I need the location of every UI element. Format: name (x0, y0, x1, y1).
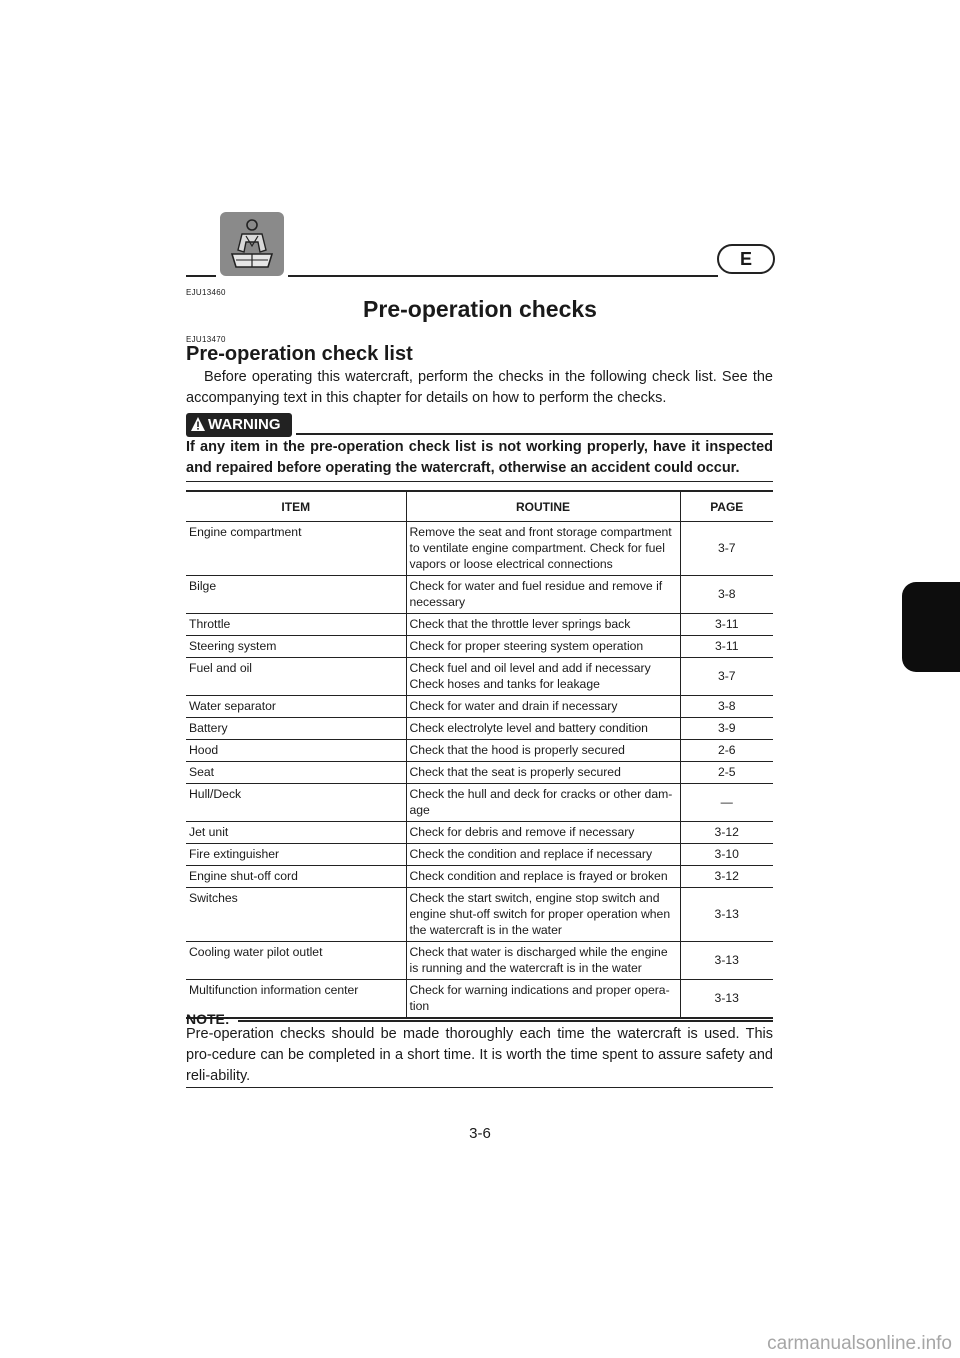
cell-routine: Check electrolyte level and battery condition (406, 718, 680, 740)
cell-routine: Check for debris and remove if necessary (406, 822, 680, 844)
watermark: carmanualsonline.info (767, 1333, 952, 1354)
intro-paragraph: Before operating this watercraft, perform the checks in the following check list. See the accompanying text in this chapter for details on how to perform the checks. (186, 369, 773, 406)
chapter-thumb-tab (902, 582, 960, 672)
cell-item: Battery (186, 718, 406, 740)
table-row (186, 576, 773, 614)
rider-on-watercraft-icon (220, 212, 284, 276)
header-rule-left (186, 275, 216, 277)
cell-page: 3-11 (680, 614, 773, 636)
pre-operation-check-table (186, 490, 773, 1019)
cell-routine: Check for water and drain if necessary (406, 696, 680, 718)
cell-routine: Check the condition and replace if necessary (406, 844, 680, 866)
table-row (186, 718, 773, 740)
table-row (186, 822, 773, 844)
cell-item: Fuel and oil (186, 658, 406, 696)
warning-rule-bottom (186, 481, 773, 482)
table-row (186, 762, 773, 784)
cell-page: 3-9 (680, 718, 773, 740)
cell-item: Seat (186, 762, 406, 784)
cell-page: 3-13 (680, 888, 773, 942)
language-badge: E (717, 244, 775, 274)
cell-item: Water separator (186, 696, 406, 718)
warning-triangle-icon (190, 416, 206, 432)
cell-page: 3-8 (680, 576, 773, 614)
warning-label: WARNING (208, 416, 281, 433)
table-row (186, 888, 773, 942)
note-rule-bottom (186, 1087, 773, 1088)
table-row (186, 844, 773, 866)
cell-routine: Check the hull and deck for cracks or other dam-age (406, 784, 680, 822)
note-text: Pre-operation checks should be made thoroughly each time the watercraft is used. This pro-cedure can be completed in a short time. It is worth the time spent to assure safety and reli-ability. (186, 1026, 773, 1084)
cell-page: 3-7 (680, 522, 773, 576)
table-row (186, 784, 773, 822)
table-row (186, 522, 773, 576)
cell-item: Engine shut-off cord (186, 866, 406, 888)
cell-routine: Check that the seat is properly secured (406, 762, 680, 784)
cell-item: Throttle (186, 614, 406, 636)
cell-page: 3-13 (680, 980, 773, 1019)
cell-routine: Check that the throttle lever springs back (406, 614, 680, 636)
table-row (186, 942, 773, 980)
cell-page: 3-8 (680, 696, 773, 718)
cell-routine: Check for proper steering system operation (406, 636, 680, 658)
cell-routine: Check condition and replace is frayed or broken (406, 866, 680, 888)
cell-item: Steering system (186, 636, 406, 658)
cell-page: 3-10 (680, 844, 773, 866)
cell-page: 3-12 (680, 866, 773, 888)
cell-page: — (680, 784, 773, 822)
cell-routine: Check fuel and oil level and add if necessary Check hoses and tanks for leakage (406, 658, 680, 696)
section-title: Pre-operation check list (186, 343, 413, 365)
cell-routine: Check for water and fuel residue and remove if necessary (406, 576, 680, 614)
column-header-page: PAGE (680, 491, 773, 522)
chapter-title: Pre-operation checks (363, 296, 597, 322)
cell-routine: Check the start switch, engine stop switch and engine shut-off switch for proper operation when the watercraft is in the water (406, 888, 680, 942)
table-row (186, 636, 773, 658)
cell-item: Hood (186, 740, 406, 762)
note-rule-top (238, 1020, 773, 1022)
warning-text: If any item in the pre-operation check list is not working properly, have it inspected and repaired before operating the watercraft, otherwise an accident could occur. (186, 439, 773, 476)
column-header-routine: ROUTINE (406, 491, 680, 522)
header-rule-right (288, 275, 718, 277)
cell-item: Switches (186, 888, 406, 942)
cell-page: 3-13 (680, 942, 773, 980)
cell-routine: Remove the seat and front storage compartment to ventilate engine compartment. Check for fuel vapors or loose electrical connections (406, 522, 680, 576)
cell-page: 3-11 (680, 636, 773, 658)
cell-item: Engine compartment (186, 522, 406, 576)
cell-routine: Check that water is discharged while the engine is running and the watercraft is in the water (406, 942, 680, 980)
table-header-row (186, 491, 773, 522)
warning-badge (186, 413, 292, 437)
cell-routine: Check for warning indications and proper opera-tion (406, 980, 680, 1019)
cell-page: 2-5 (680, 762, 773, 784)
cell-page: 2-6 (680, 740, 773, 762)
table-row (186, 696, 773, 718)
table-row (186, 658, 773, 696)
chapter-code: EJU13460 (186, 288, 226, 297)
table-row (186, 740, 773, 762)
cell-item: Jet unit (186, 822, 406, 844)
note-label: NOTE: (186, 1011, 230, 1027)
table-row (186, 866, 773, 888)
cell-page: 3-7 (680, 658, 773, 696)
cell-item: Cooling water pilot outlet (186, 942, 406, 980)
page-number: 3-6 (469, 1125, 491, 1142)
warning-rule-top (296, 433, 773, 435)
table-row (186, 980, 773, 1019)
cell-item: Bilge (186, 576, 406, 614)
column-header-item: ITEM (186, 491, 406, 522)
cell-page: 3-12 (680, 822, 773, 844)
cell-routine: Check that the hood is properly secured (406, 740, 680, 762)
cell-item: Multifunction information center (186, 980, 406, 1019)
section-code: EJU13470 (186, 335, 226, 344)
cell-item: Hull/Deck (186, 784, 406, 822)
cell-item: Fire extinguisher (186, 844, 406, 866)
table-row (186, 614, 773, 636)
